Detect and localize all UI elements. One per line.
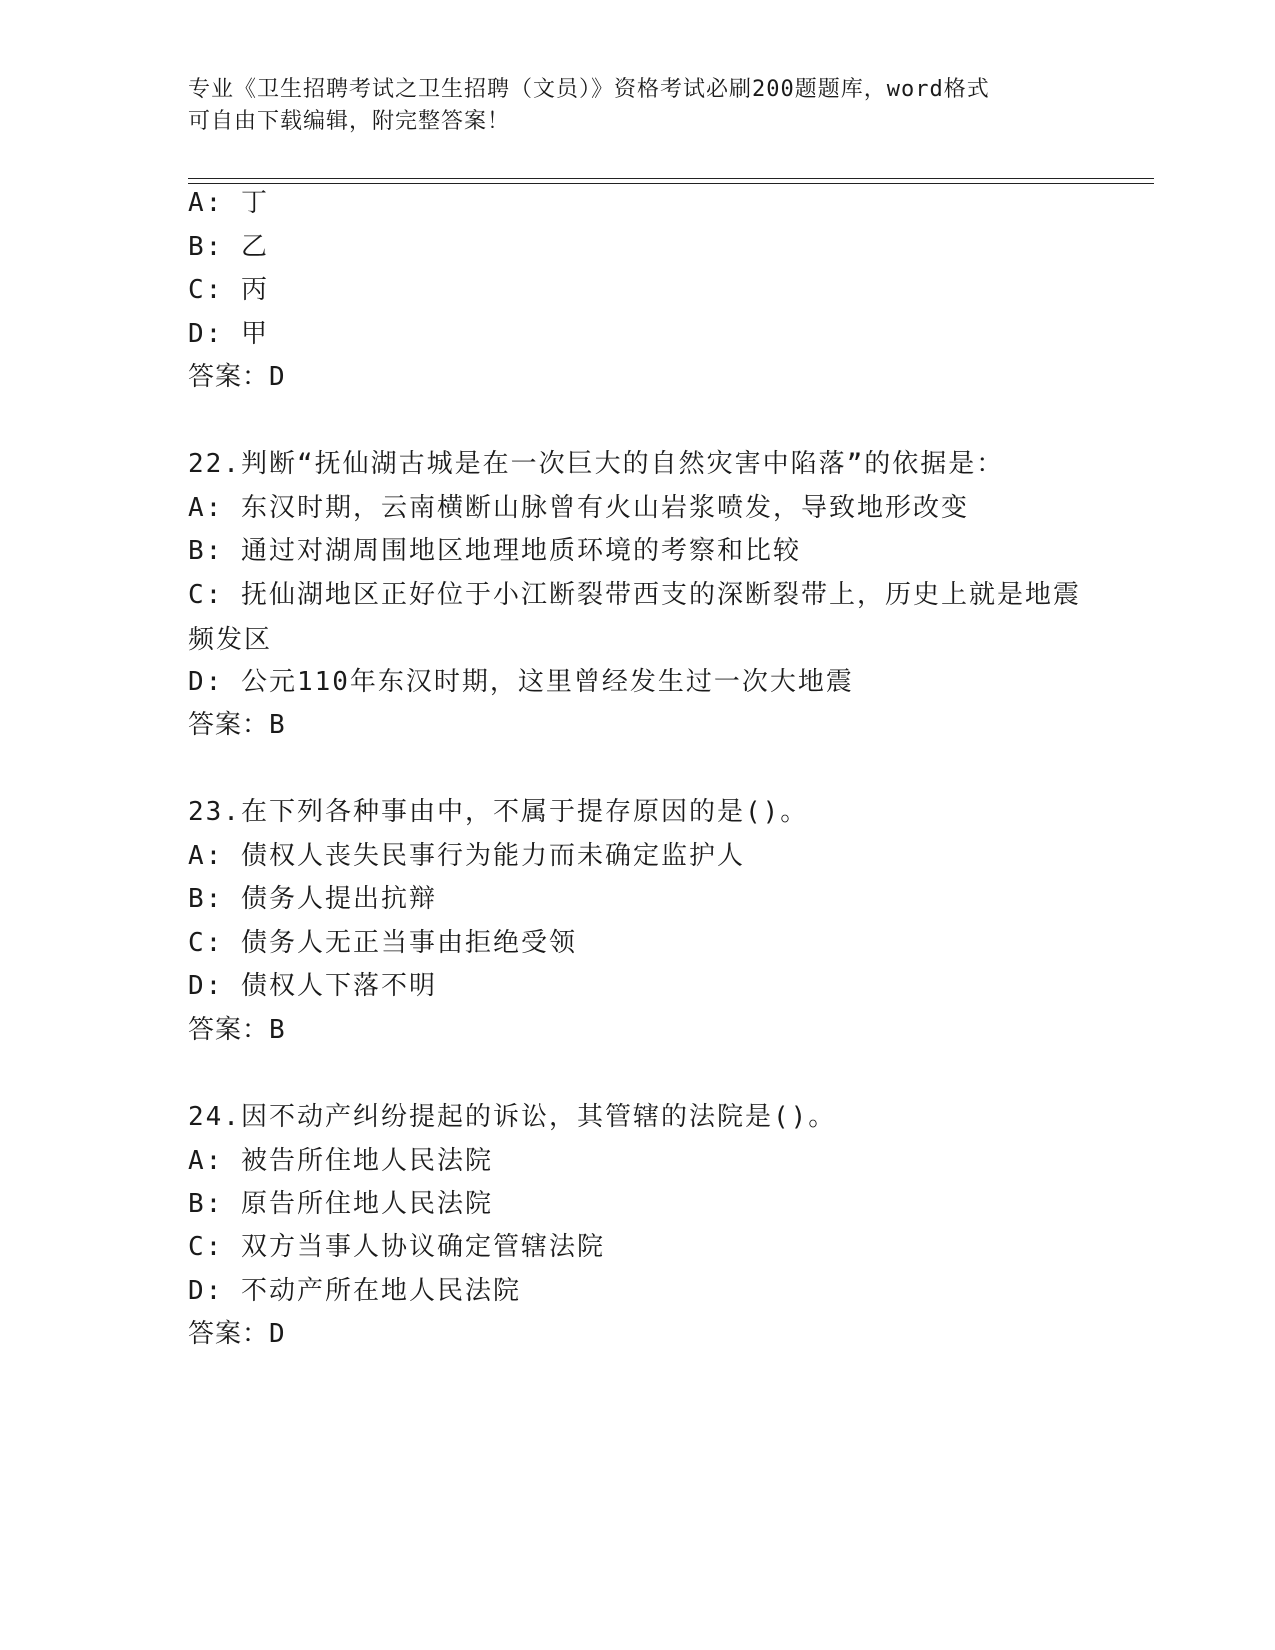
q21-option-d: D: 甲 bbox=[188, 319, 269, 349]
header-line-2: 可自由下载编辑，附完整答案！ bbox=[188, 109, 511, 134]
q23-option-d: D: 债权人下落不明 bbox=[188, 971, 437, 1001]
q21-option-b: B: 乙 bbox=[188, 232, 269, 262]
q22-option-a: A: 东汉时期，云南横断山脉曾有火山岩浆喷发，导致地形改变 bbox=[188, 493, 969, 523]
q24-option-b: B: 原告所住地人民法院 bbox=[188, 1189, 493, 1219]
q22-option-d: D: 公元110年东汉时期，这里曾经发生过一次大地震 bbox=[188, 667, 854, 697]
q24-answer: 答案：D bbox=[188, 1319, 286, 1349]
q22-option-b: B: 通过对湖周围地区地理地质环境的考察和比较 bbox=[188, 536, 801, 566]
q23-option-a: A: 债权人丧失民事行为能力而未确定监护人 bbox=[188, 841, 745, 871]
header-line-1: 专业《卫生招聘考试之卫生招聘（文员）》资格考试必刷200题题库，word格式 bbox=[188, 77, 990, 102]
q21-answer: 答案：D bbox=[188, 362, 286, 392]
q23-option-c: C: 债务人无正当事由拒绝受领 bbox=[188, 928, 577, 958]
q23-stem: 23.在下列各种事由中，不属于提存原因的是()。 bbox=[188, 797, 809, 827]
header-divider-bottom bbox=[188, 183, 1154, 184]
q23-option-b: B: 债务人提出抗辩 bbox=[188, 884, 437, 914]
q24-option-d: D: 不动产所在地人民法院 bbox=[188, 1276, 521, 1306]
q21-option-c: C: 丙 bbox=[188, 275, 269, 305]
q21-option-a: A: 丁 bbox=[188, 188, 269, 218]
q24-option-a: A: 被告所住地人民法院 bbox=[188, 1146, 493, 1176]
header-divider-top bbox=[188, 178, 1154, 179]
q24-stem: 24.因不动产纠纷提起的诉讼，其管辖的法院是()。 bbox=[188, 1102, 837, 1132]
q22-option-c: C: 抚仙湖地区正好位于小江断裂带西支的深断裂带上，历史上就是地震频发区 bbox=[188, 580, 1081, 655]
q23-answer: 答案：B bbox=[188, 1015, 286, 1045]
document-header bbox=[188, 74, 1088, 138]
q22-stem: 22.判断“抚仙湖古城是在一次巨大的自然灾害中陷落”的依据是： bbox=[188, 449, 1005, 479]
q22-answer: 答案：B bbox=[188, 710, 286, 740]
q24-option-c: C: 双方当事人协议确定管辖法院 bbox=[188, 1232, 605, 1262]
